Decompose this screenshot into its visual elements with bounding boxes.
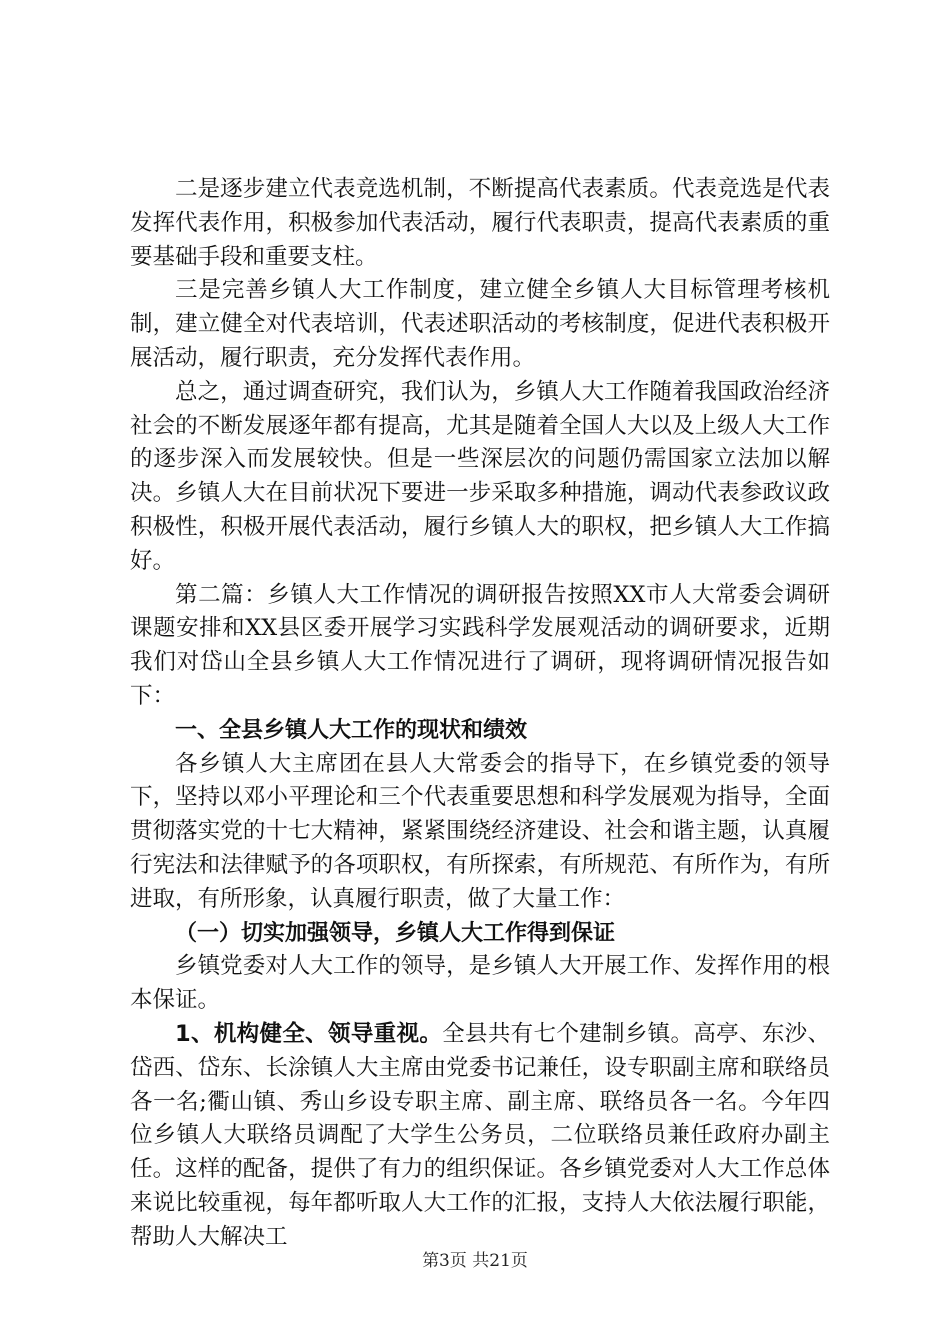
document-body — [130, 173, 830, 1255]
paragraph-7 — [130, 1018, 830, 1255]
paragraph-2: 三是完善乡镇人大工作制度，建立健全乡镇人大目标管理考核机制，建立健全对代表培训，代表述职活动的考核制度，促进代表积极开展活动，履行职责，充分发挥代表作用。 — [130, 277, 830, 371]
paragraph-6: 乡镇党委对人大工作的领导，是乡镇人大开展工作、发挥作用的根本保证。 — [130, 953, 830, 1014]
paragraph-4: 第二篇：乡镇人大工作情况的调研报告按照XX市人大常委会调研课题安排和XX县区委开展学习实践科学发展观活动的调研要求，近期我们对岱山全县乡镇人大工作情况进行了调研，现将调研情况报告如下： — [130, 581, 830, 709]
paragraph-7-lead: 1、机构健全、领导重视。 — [175, 1020, 443, 1047]
paragraph-7-text: 全县共有七个建制乡镇。高亭、东沙、岱西、岱东、长涂镇人大主席由党委书记兼任，设专职副主席和联络员各一名;衢山镇、秀山乡设专职主席、副主席、联络员各一名。今年四位乡镇人大联络员调配了大学生公务员，二位联络员兼任政府办副主任。这样的配备，提供了有力的组织保证。各乡镇党委对人大工作总体来说比较重视，每年都听取人大工作的汇报，支持人大依法履行职能，帮助人大解决工 — [130, 1020, 830, 1250]
section-heading-1: 一、全县乡镇人大工作的现状和绩效 — [175, 717, 528, 743]
paragraph-5: 各乡镇人大主席团在县人大常委会的指导下，在乡镇党委的领导下，坚持以邓小平理论和三个代表重要思想和科学发展观为指导，全面贯彻落实党的十七大精神，紧紧围绕经济建设、社会和谐主题，认真履行宪法和法律赋予的各项职权，有所探索，有所规范、有所作为，有所进取，有所形象，认真履行职责，做了大量工作： — [130, 750, 830, 912]
paragraph-1: 二是逐步建立代表竞选机制，不断提高代表素质。代表竞选是代表发挥代表作用，积极参加代表活动，履行代表职责，提高代表素质的重要基础手段和重要支柱。 — [130, 176, 830, 270]
paragraph-3: 总之，通过调查研究，我们认为，乡镇人大工作随着我国政治经济社会的不断发展逐年都有提高，尤其是随着全国人大以及上级人大工作的逐步深入而发展较快。但是一些深层次的问题仍需国家立法加以解决。乡镇人大在目前状况下要进一步采取多种措施，调动代表参政议政积极性，积极开展代表活动，履行乡镇人大的职权，把乡镇人大工作搞好。 — [130, 378, 830, 574]
page-footer: 第3页 共21页 — [422, 1251, 528, 1271]
subsection-heading-1: （一）切实加强领导，乡镇人大工作得到保证 — [175, 920, 616, 946]
